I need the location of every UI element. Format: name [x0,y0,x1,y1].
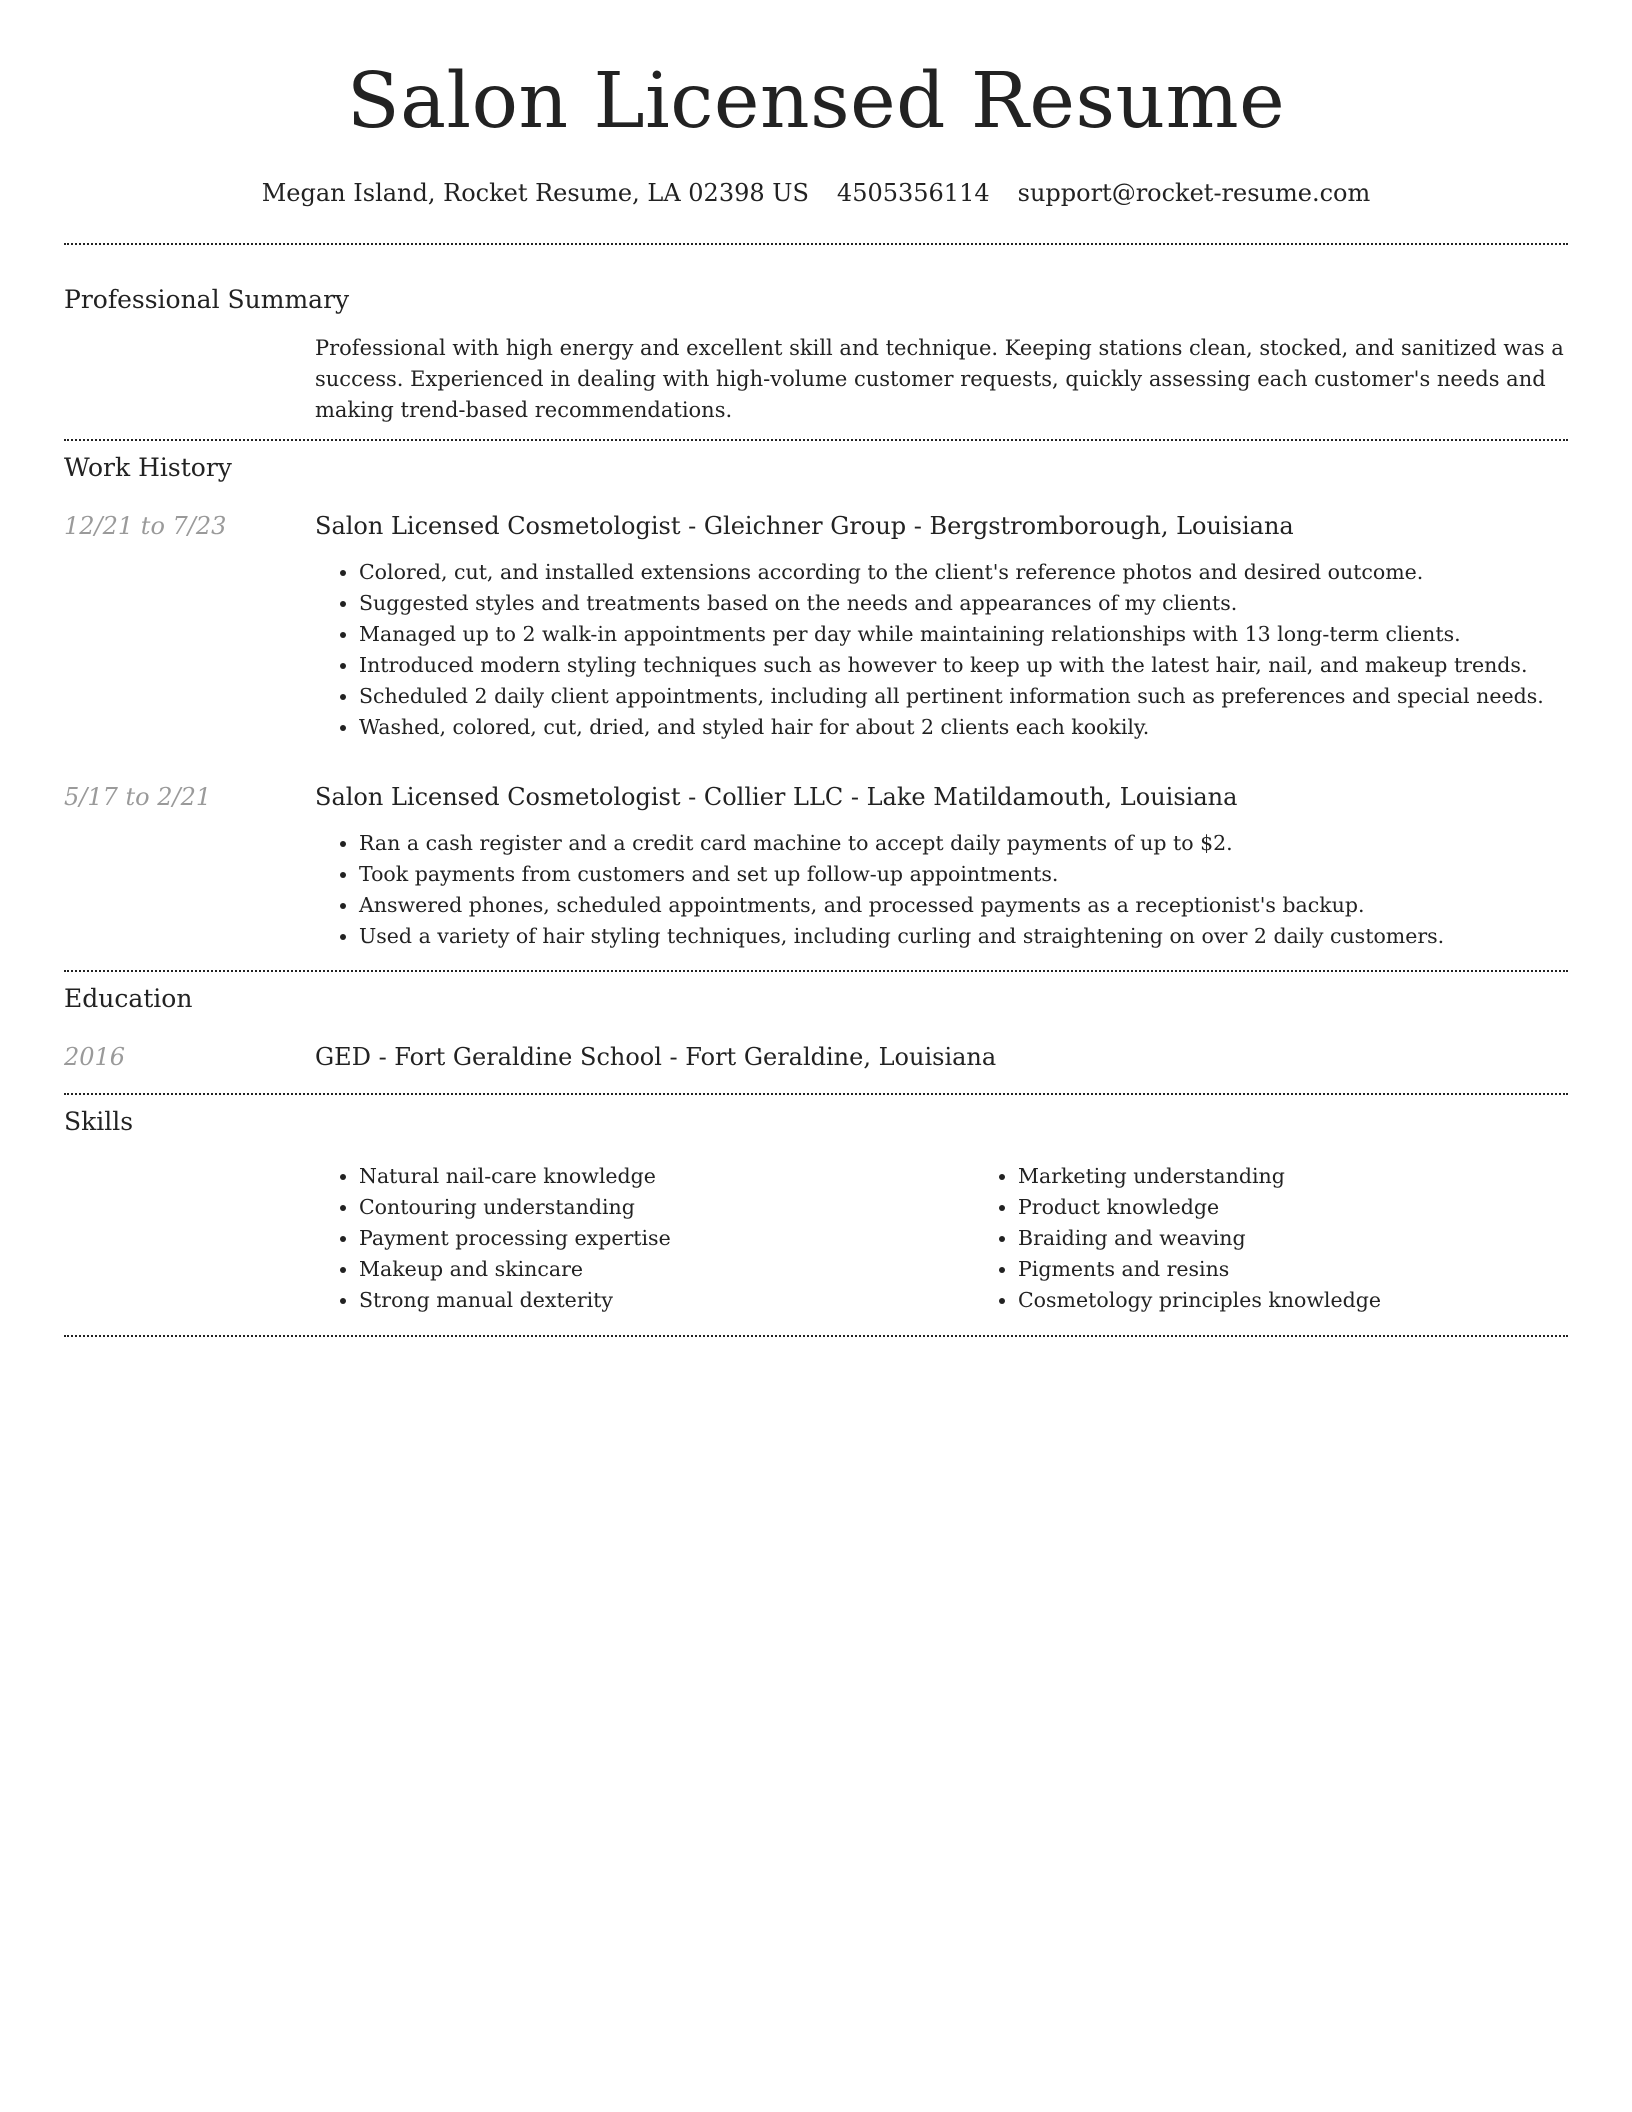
education-entry [64,1040,1568,1074]
divider [64,1093,1568,1095]
list-item: • Managed up to 2 walk-in appointments per day while maintaining relationships with 13 long-term clients. [359,619,1568,650]
job-title: Salon Licensed Cosmetologist - Gleichner Group - Bergstromborough, Louisiana [315,512,1294,540]
job-entry [64,509,1568,743]
list-item: • Answered phones, scheduled appointments, and processed payments as a receptionist's backup. [359,890,1568,921]
list-item: • Introduced modern styling techniques such as however to keep up with the latest hair, nail, and makeup trends. [359,650,1568,681]
summary-section [64,283,1568,426]
divider [64,243,1568,245]
list-item: • Suggested styles and treatments based on the needs and appearances of my clients. [359,588,1568,619]
summary-heading: Professional Summary [64,285,350,314]
list-item: • Contouring understanding [359,1192,974,1223]
list-item: • Payment processing expertise [359,1223,974,1254]
job-dates: 12/21 to 7/23 [64,512,227,540]
education-section [64,982,1568,1074]
list-item: • Scheduled 2 daily client appointments, including all pertinent information such as preferences and special needs. [359,681,1568,712]
job-title: Salon Licensed Cosmetologist - Collier LLC - Lake Matildamouth, Louisiana [315,783,1238,811]
contact-email: support@rocket-resume.com [1017,179,1371,207]
list-item: • Cosmetology principles knowledge [1018,1285,1618,1316]
list-item: • Washed, colored, cut, dried, and styled hair for about 2 clients each kookily. [359,712,1568,743]
resume-title: Salon Licensed Resume [346,57,1286,146]
skills-row [64,1161,1568,1316]
job-dates: 5/17 to 2/21 [64,783,212,811]
education-title: GED - Fort Geraldine School - Fort Geraldine, Louisiana [315,1043,997,1071]
skills-grid [315,1161,1618,1316]
list-item: • Marketing understanding [1018,1161,1618,1192]
divider [64,970,1568,972]
work-history-heading: Work History [64,453,232,482]
divider [64,1335,1568,1337]
job-bullets [315,828,1568,952]
education-year: 2016 [64,1043,126,1071]
skills-section [64,1105,1568,1316]
list-item: • Strong manual dexterity [359,1285,974,1316]
summary-row [64,333,1568,426]
list-item: • Used a variety of hair styling techniques, including curling and straightening on over 2 daily customers. [359,921,1568,952]
list-item: • Pigments and resins [1018,1254,1618,1285]
list-item: • Took payments from customers and set up follow-up appointments. [359,859,1568,890]
list-item: • Natural nail-care knowledge [359,1161,974,1192]
contact-address: Megan Island, Rocket Resume, LA 02398 US [261,179,809,207]
contact-line [64,176,1568,210]
skills-list-1 [315,1161,974,1316]
job-bullets [315,557,1568,743]
skills-list-2 [974,1161,1618,1316]
education-heading: Education [64,984,193,1013]
summary-text: Professional with high energy and excellent skill and technique. Keeping stations clean, stocked, and sanitized was a success. Experienced in dealing with high-volume customer requests, quickly assessing each customer's needs and making trend-based recommendations. [315,336,1564,422]
contact-phone: 4505356114 [836,179,990,207]
divider [64,439,1568,441]
list-item: • Colored, cut, and installed extensions according to the client's reference photos and desired outcome. [359,557,1568,588]
skills-heading: Skills [64,1107,134,1136]
list-item: • Braiding and weaving [1018,1223,1618,1254]
list-item: • Ran a cash register and a credit card machine to accept daily payments of up to $2. [359,828,1568,859]
work-history-section [64,451,1568,952]
job-entry [64,780,1568,952]
list-item: • Product knowledge [1018,1192,1618,1223]
list-item: • Makeup and skincare [359,1254,974,1285]
